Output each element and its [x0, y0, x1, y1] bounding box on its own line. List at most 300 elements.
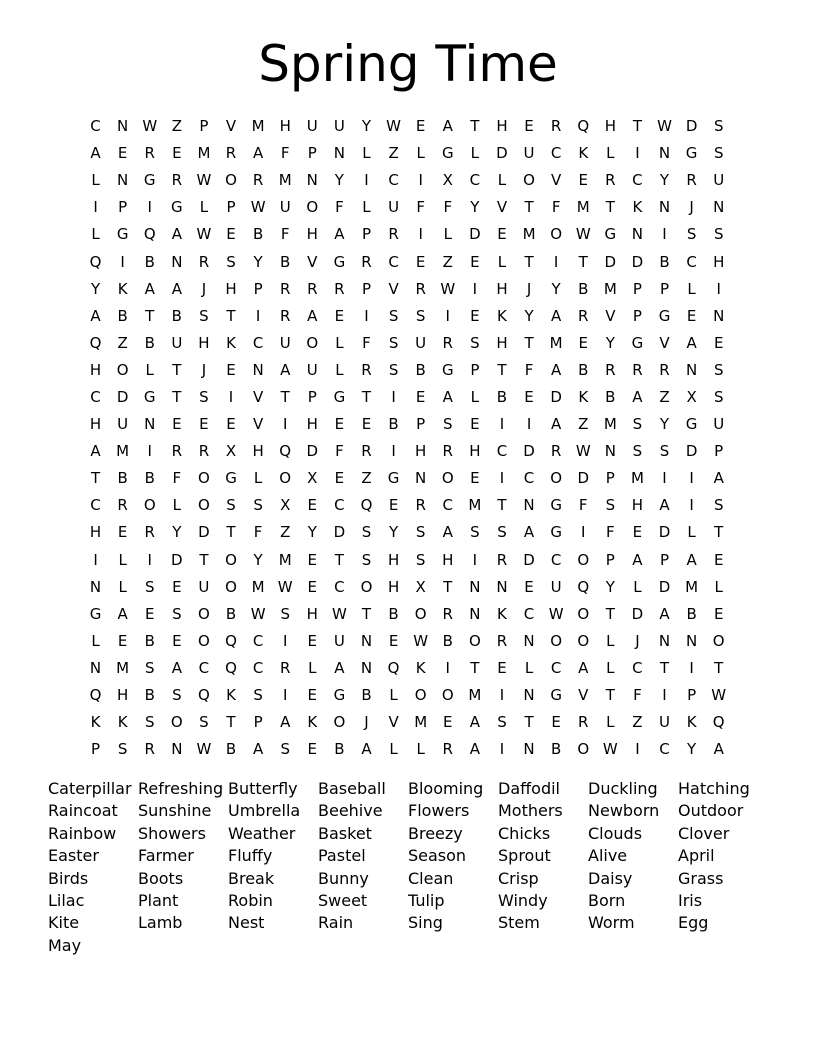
grid-letter[interactable]: R: [198, 442, 210, 461]
grid-letter[interactable]: W: [711, 686, 727, 705]
grid-letter[interactable]: V: [578, 686, 589, 705]
grid-letter[interactable]: H: [279, 117, 291, 136]
grid-letter[interactable]: N: [631, 225, 644, 244]
grid-letter[interactable]: L: [199, 198, 209, 217]
grid-letter[interactable]: C: [550, 550, 562, 569]
grid-letter[interactable]: W: [196, 171, 212, 190]
grid-letter[interactable]: I: [689, 496, 694, 515]
grid-letter[interactable]: M: [116, 442, 130, 461]
grid-letter[interactable]: V: [225, 117, 237, 136]
grid-letter[interactable]: L: [633, 577, 642, 596]
grid-letter[interactable]: Z: [280, 523, 291, 542]
grid-letter[interactable]: L: [335, 360, 344, 379]
grid-letter[interactable]: C: [334, 496, 345, 515]
grid-letter[interactable]: G: [658, 306, 671, 325]
grid-letter[interactable]: A: [659, 496, 670, 515]
grid-letter[interactable]: A: [551, 415, 562, 434]
grid-letter[interactable]: R: [605, 360, 616, 379]
grid-letter[interactable]: B: [550, 740, 562, 759]
grid-letter[interactable]: G: [441, 144, 454, 163]
grid-letter[interactable]: E: [117, 144, 128, 163]
grid-letter[interactable]: Q: [360, 496, 373, 515]
grid-letter[interactable]: K: [497, 604, 507, 623]
grid-letter[interactable]: K: [497, 306, 507, 325]
grid-letter[interactable]: S: [605, 496, 616, 515]
grid-letter[interactable]: O: [198, 631, 210, 650]
grid-letter[interactable]: W: [196, 740, 212, 759]
grid-letter[interactable]: B: [117, 469, 128, 488]
grid-letter[interactable]: G: [116, 225, 129, 244]
grid-letter[interactable]: O: [225, 577, 237, 596]
grid-letter[interactable]: W: [440, 279, 456, 298]
grid-letter[interactable]: I: [499, 415, 505, 434]
grid-letter[interactable]: H: [225, 279, 237, 298]
grid-letter[interactable]: N: [89, 577, 102, 596]
grid-letter[interactable]: S: [280, 604, 290, 623]
grid-letter[interactable]: B: [388, 415, 399, 434]
grid-letter[interactable]: E: [172, 415, 182, 434]
grid-letter[interactable]: J: [364, 713, 369, 732]
grid-letter[interactable]: G: [171, 198, 183, 217]
grid-letter[interactable]: T: [226, 306, 236, 325]
grid-letter[interactable]: O: [198, 604, 210, 623]
grid-letter[interactable]: F: [578, 496, 588, 515]
grid-letter[interactable]: T: [199, 550, 209, 569]
grid-letter[interactable]: Y: [334, 171, 344, 190]
grid-letter[interactable]: P: [659, 550, 670, 569]
grid-letter[interactable]: F: [362, 333, 371, 352]
grid-letter[interactable]: A: [307, 306, 318, 325]
grid-letter[interactable]: I: [662, 469, 667, 488]
grid-letter[interactable]: J: [201, 360, 207, 379]
grid-letter[interactable]: N: [658, 198, 671, 217]
grid-letter[interactable]: S: [443, 415, 453, 434]
grid-letter[interactable]: H: [306, 225, 318, 244]
grid-letter[interactable]: G: [441, 360, 454, 379]
grid-letter[interactable]: R: [496, 631, 508, 650]
grid-letter[interactable]: L: [91, 631, 100, 650]
grid-letter[interactable]: W: [602, 740, 618, 759]
grid-letter[interactable]: L: [145, 360, 154, 379]
grid-letter[interactable]: N: [523, 631, 535, 650]
grid-letter[interactable]: U: [117, 415, 129, 434]
grid-letter[interactable]: D: [631, 604, 644, 623]
grid-letter[interactable]: J: [526, 279, 532, 298]
grid-letter[interactable]: S: [361, 550, 372, 569]
grid-letter[interactable]: C: [198, 658, 210, 677]
grid-letter[interactable]: R: [496, 550, 508, 569]
grid-letter[interactable]: T: [524, 333, 534, 352]
grid-letter[interactable]: A: [90, 306, 101, 325]
grid-letter[interactable]: G: [631, 333, 644, 352]
grid-letter[interactable]: R: [198, 252, 210, 271]
grid-letter[interactable]: V: [252, 415, 264, 434]
grid-letter[interactable]: C: [90, 387, 101, 406]
grid-letter[interactable]: C: [523, 469, 535, 488]
grid-letter[interactable]: E: [470, 415, 480, 434]
grid-letter[interactable]: Q: [577, 117, 590, 136]
grid-letter[interactable]: T: [524, 252, 534, 271]
grid-letter[interactable]: A: [551, 360, 562, 379]
grid-letter[interactable]: K: [226, 333, 236, 352]
grid-letter[interactable]: H: [631, 496, 644, 515]
grid-letter[interactable]: G: [604, 225, 617, 244]
grid-letter[interactable]: I: [364, 171, 369, 190]
grid-letter[interactable]: S: [280, 740, 290, 759]
grid-letter[interactable]: F: [335, 442, 344, 461]
grid-letter[interactable]: B: [225, 740, 237, 759]
grid-letter[interactable]: S: [415, 550, 426, 569]
grid-letter[interactable]: H: [89, 415, 102, 434]
grid-letter[interactable]: C: [550, 658, 562, 677]
grid-letter[interactable]: I: [147, 198, 152, 217]
grid-letter[interactable]: O: [225, 171, 237, 190]
grid-letter[interactable]: C: [388, 171, 399, 190]
grid-letter[interactable]: Y: [307, 523, 317, 542]
grid-letter[interactable]: I: [391, 387, 396, 406]
grid-letter[interactable]: X: [225, 442, 237, 461]
grid-letter[interactable]: O: [441, 686, 454, 705]
grid-letter[interactable]: A: [334, 658, 345, 677]
grid-letter[interactable]: I: [93, 550, 98, 569]
grid-letter[interactable]: B: [117, 306, 128, 325]
grid-letter[interactable]: F: [280, 225, 290, 244]
grid-letter[interactable]: O: [550, 225, 563, 244]
grid-letter[interactable]: D: [116, 387, 129, 406]
grid-letter[interactable]: R: [605, 171, 616, 190]
grid-letter[interactable]: E: [713, 333, 724, 352]
grid-letter[interactable]: P: [632, 306, 642, 325]
grid-letter[interactable]: B: [578, 360, 589, 379]
grid-letter[interactable]: N: [523, 496, 535, 515]
grid-letter[interactable]: R: [442, 333, 453, 352]
grid-letter[interactable]: Z: [659, 387, 670, 406]
grid-letter[interactable]: L: [362, 144, 371, 163]
grid-letter[interactable]: L: [524, 658, 534, 677]
grid-letter[interactable]: N: [713, 306, 725, 325]
grid-letter[interactable]: A: [659, 604, 670, 623]
grid-letter[interactable]: R: [225, 144, 237, 163]
grid-letter[interactable]: Y: [253, 252, 263, 271]
grid-letter[interactable]: O: [360, 577, 373, 596]
grid-letter[interactable]: K: [117, 713, 128, 732]
grid-letter[interactable]: I: [282, 415, 288, 434]
grid-letter[interactable]: L: [118, 550, 127, 569]
grid-letter[interactable]: B: [144, 686, 155, 705]
grid-letter[interactable]: G: [387, 469, 400, 488]
grid-letter[interactable]: D: [685, 442, 698, 461]
grid-letter[interactable]: D: [685, 117, 698, 136]
grid-letter[interactable]: O: [116, 360, 129, 379]
grid-letter[interactable]: N: [360, 658, 373, 677]
grid-letter[interactable]: O: [577, 631, 590, 650]
grid-letter[interactable]: I: [526, 415, 532, 434]
grid-letter[interactable]: C: [632, 658, 643, 677]
grid-letter[interactable]: T: [524, 198, 534, 217]
grid-letter[interactable]: I: [120, 252, 125, 271]
grid-letter[interactable]: U: [333, 117, 345, 136]
grid-letter[interactable]: E: [117, 523, 128, 542]
grid-letter[interactable]: J: [635, 631, 640, 650]
grid-letter[interactable]: O: [279, 469, 292, 488]
grid-letter[interactable]: A: [280, 713, 291, 732]
grid-letter[interactable]: L: [335, 333, 344, 352]
grid-letter[interactable]: Y: [90, 279, 101, 298]
grid-letter[interactable]: M: [630, 469, 644, 488]
grid-letter[interactable]: P: [605, 550, 615, 569]
grid-letter[interactable]: R: [144, 740, 155, 759]
grid-letter[interactable]: C: [90, 496, 101, 515]
grid-letter[interactable]: D: [469, 225, 481, 244]
grid-letter[interactable]: N: [658, 631, 671, 650]
grid-letter[interactable]: F: [172, 469, 182, 488]
grid-letter[interactable]: P: [605, 469, 615, 488]
grid-letter[interactable]: D: [550, 387, 562, 406]
grid-letter[interactable]: L: [118, 577, 127, 596]
grid-letter[interactable]: G: [333, 686, 346, 705]
grid-letter[interactable]: D: [523, 442, 535, 461]
grid-letter[interactable]: P: [714, 442, 724, 461]
grid-letter[interactable]: T: [172, 387, 182, 406]
grid-letter[interactable]: E: [226, 360, 236, 379]
grid-letter[interactable]: R: [117, 496, 128, 515]
grid-letter[interactable]: F: [633, 686, 642, 705]
grid-letter[interactable]: U: [279, 198, 291, 217]
grid-letter[interactable]: E: [334, 306, 345, 325]
grid-letter[interactable]: A: [713, 740, 724, 759]
grid-letter[interactable]: E: [307, 740, 318, 759]
grid-letter[interactable]: R: [415, 279, 426, 298]
grid-letter[interactable]: P: [687, 686, 697, 705]
grid-letter[interactable]: S: [713, 360, 724, 379]
grid-letter[interactable]: V: [551, 171, 562, 190]
grid-letter[interactable]: S: [713, 225, 724, 244]
grid-letter[interactable]: M: [116, 658, 130, 677]
grid-letter[interactable]: M: [603, 279, 617, 298]
grid-letter[interactable]: A: [252, 144, 264, 163]
grid-letter[interactable]: E: [524, 577, 534, 596]
grid-letter[interactable]: Y: [605, 577, 615, 596]
grid-letter[interactable]: E: [497, 225, 507, 244]
grid-letter[interactable]: U: [523, 144, 535, 163]
grid-letter[interactable]: H: [496, 333, 508, 352]
grid-letter[interactable]: H: [469, 442, 481, 461]
grid-letter[interactable]: L: [416, 144, 425, 163]
grid-letter[interactable]: O: [577, 550, 590, 569]
grid-letter[interactable]: M: [468, 496, 482, 515]
grid-letter[interactable]: L: [714, 577, 723, 596]
grid-letter[interactable]: E: [334, 415, 345, 434]
grid-letter[interactable]: D: [577, 469, 590, 488]
grid-letter[interactable]: I: [282, 686, 288, 705]
grid-letter[interactable]: I: [147, 550, 152, 569]
grid-letter[interactable]: M: [603, 415, 617, 434]
grid-letter[interactable]: S: [388, 333, 399, 352]
grid-letter[interactable]: H: [89, 360, 102, 379]
grid-letter[interactable]: K: [307, 713, 318, 732]
grid-letter[interactable]: R: [388, 225, 399, 244]
grid-letter[interactable]: U: [279, 333, 291, 352]
grid-letter[interactable]: S: [497, 713, 507, 732]
grid-letter[interactable]: Q: [577, 577, 590, 596]
grid-letter[interactable]: C: [90, 117, 101, 136]
grid-letter[interactable]: K: [117, 279, 128, 298]
grid-letter[interactable]: P: [307, 387, 317, 406]
grid-letter[interactable]: Y: [659, 171, 670, 190]
grid-letter[interactable]: Z: [442, 252, 453, 271]
grid-letter[interactable]: L: [308, 658, 317, 677]
grid-letter[interactable]: Y: [551, 279, 561, 298]
grid-letter[interactable]: N: [117, 117, 129, 136]
grid-letter[interactable]: F: [253, 523, 263, 542]
grid-letter[interactable]: E: [713, 604, 724, 623]
grid-letter[interactable]: U: [306, 117, 318, 136]
grid-letter[interactable]: U: [306, 360, 318, 379]
grid-letter[interactable]: T: [443, 577, 453, 596]
grid-letter[interactable]: P: [91, 740, 101, 759]
grid-letter[interactable]: Z: [171, 117, 182, 136]
grid-letter[interactable]: N: [117, 171, 129, 190]
grid-letter[interactable]: R: [442, 604, 453, 623]
grid-letter[interactable]: I: [499, 469, 505, 488]
grid-letter[interactable]: F: [551, 198, 561, 217]
grid-letter[interactable]: W: [386, 117, 401, 136]
grid-letter[interactable]: E: [307, 631, 318, 650]
grid-letter[interactable]: Y: [687, 740, 697, 759]
grid-letter[interactable]: H: [442, 550, 454, 569]
grid-letter[interactable]: L: [362, 198, 371, 217]
grid-letter[interactable]: E: [415, 387, 426, 406]
grid-letter[interactable]: T: [632, 117, 642, 136]
grid-letter[interactable]: Q: [89, 686, 102, 705]
grid-letter[interactable]: O: [306, 198, 319, 217]
grid-letter[interactable]: S: [713, 144, 724, 163]
grid-letter[interactable]: P: [199, 117, 209, 136]
grid-letter[interactable]: O: [198, 496, 210, 515]
grid-letter[interactable]: I: [635, 740, 640, 759]
grid-letter[interactable]: B: [144, 333, 155, 352]
grid-letter[interactable]: Q: [143, 225, 156, 244]
grid-letter[interactable]: N: [469, 577, 481, 596]
grid-letter[interactable]: S: [388, 306, 399, 325]
grid-letter[interactable]: S: [388, 360, 399, 379]
grid-letter[interactable]: N: [685, 631, 698, 650]
grid-letter[interactable]: E: [388, 496, 399, 515]
grid-letter[interactable]: G: [550, 523, 562, 542]
grid-letter[interactable]: O: [170, 713, 183, 732]
grid-letter[interactable]: B: [171, 306, 182, 325]
grid-letter[interactable]: I: [445, 306, 450, 325]
grid-letter[interactable]: I: [689, 658, 694, 677]
grid-letter[interactable]: B: [144, 469, 155, 488]
grid-letter[interactable]: N: [523, 740, 535, 759]
grid-letter[interactable]: R: [686, 171, 697, 190]
grid-letter[interactable]: E: [524, 117, 534, 136]
grid-letter[interactable]: R: [252, 171, 264, 190]
grid-letter[interactable]: L: [497, 171, 507, 190]
grid-letter[interactable]: N: [171, 740, 183, 759]
grid-letter[interactable]: P: [470, 360, 480, 379]
grid-letter[interactable]: P: [307, 144, 317, 163]
grid-letter[interactable]: C: [252, 333, 264, 352]
grid-letter[interactable]: N: [685, 360, 698, 379]
grid-letter[interactable]: H: [415, 442, 427, 461]
grid-letter[interactable]: H: [198, 333, 210, 352]
grid-letter[interactable]: A: [171, 658, 182, 677]
grid-letter[interactable]: S: [144, 658, 155, 677]
grid-letter[interactable]: S: [144, 577, 155, 596]
grid-letter[interactable]: S: [226, 252, 236, 271]
grid-letter[interactable]: M: [197, 144, 211, 163]
grid-letter[interactable]: V: [605, 306, 616, 325]
grid-letter[interactable]: E: [226, 225, 236, 244]
grid-letter[interactable]: P: [226, 198, 236, 217]
grid-letter[interactable]: E: [307, 577, 318, 596]
grid-letter[interactable]: O: [306, 333, 319, 352]
grid-letter[interactable]: E: [117, 631, 128, 650]
grid-letter[interactable]: S: [226, 496, 236, 515]
grid-letter[interactable]: U: [713, 415, 725, 434]
grid-letter[interactable]: G: [143, 171, 156, 190]
grid-letter[interactable]: S: [686, 225, 697, 244]
grid-letter[interactable]: A: [442, 523, 453, 542]
grid-letter[interactable]: Y: [361, 117, 372, 136]
grid-letter[interactable]: P: [632, 279, 642, 298]
grid-letter[interactable]: C: [686, 252, 697, 271]
grid-letter[interactable]: S: [659, 442, 670, 461]
grid-letter[interactable]: L: [91, 171, 100, 190]
grid-letter[interactable]: D: [171, 550, 183, 569]
grid-letter[interactable]: X: [415, 577, 426, 596]
grid-letter[interactable]: C: [388, 252, 399, 271]
grid-letter[interactable]: P: [253, 713, 263, 732]
grid-letter[interactable]: S: [713, 117, 724, 136]
grid-letter[interactable]: E: [144, 604, 155, 623]
grid-letter[interactable]: Q: [387, 658, 400, 677]
grid-letter[interactable]: C: [442, 496, 453, 515]
grid-letter[interactable]: A: [90, 442, 101, 461]
grid-letter[interactable]: M: [251, 117, 265, 136]
grid-letter[interactable]: R: [334, 279, 345, 298]
grid-letter[interactable]: K: [415, 658, 426, 677]
grid-letter[interactable]: E: [497, 658, 507, 677]
grid-letter[interactable]: L: [470, 144, 480, 163]
grid-letter[interactable]: T: [714, 658, 724, 677]
grid-letter[interactable]: T: [470, 117, 480, 136]
grid-letter[interactable]: D: [333, 523, 346, 542]
grid-letter[interactable]: V: [388, 713, 399, 732]
grid-letter[interactable]: O: [414, 604, 427, 623]
grid-letter[interactable]: R: [550, 442, 562, 461]
grid-letter[interactable]: S: [361, 523, 372, 542]
grid-letter[interactable]: E: [632, 523, 643, 542]
grid-letter[interactable]: X: [686, 387, 697, 406]
grid-letter[interactable]: L: [606, 144, 615, 163]
grid-letter[interactable]: E: [524, 387, 534, 406]
grid-letter[interactable]: B: [415, 360, 426, 379]
grid-letter[interactable]: P: [118, 198, 128, 217]
grid-letter[interactable]: Y: [470, 198, 480, 217]
grid-letter[interactable]: S: [253, 686, 263, 705]
grid-letter[interactable]: S: [199, 713, 209, 732]
grid-letter[interactable]: G: [89, 604, 102, 623]
grid-letter[interactable]: F: [443, 198, 453, 217]
grid-letter[interactable]: F: [606, 523, 615, 542]
grid-letter[interactable]: O: [198, 469, 210, 488]
grid-letter[interactable]: B: [225, 604, 237, 623]
grid-letter[interactable]: N: [523, 686, 535, 705]
grid-letter[interactable]: C: [550, 144, 562, 163]
